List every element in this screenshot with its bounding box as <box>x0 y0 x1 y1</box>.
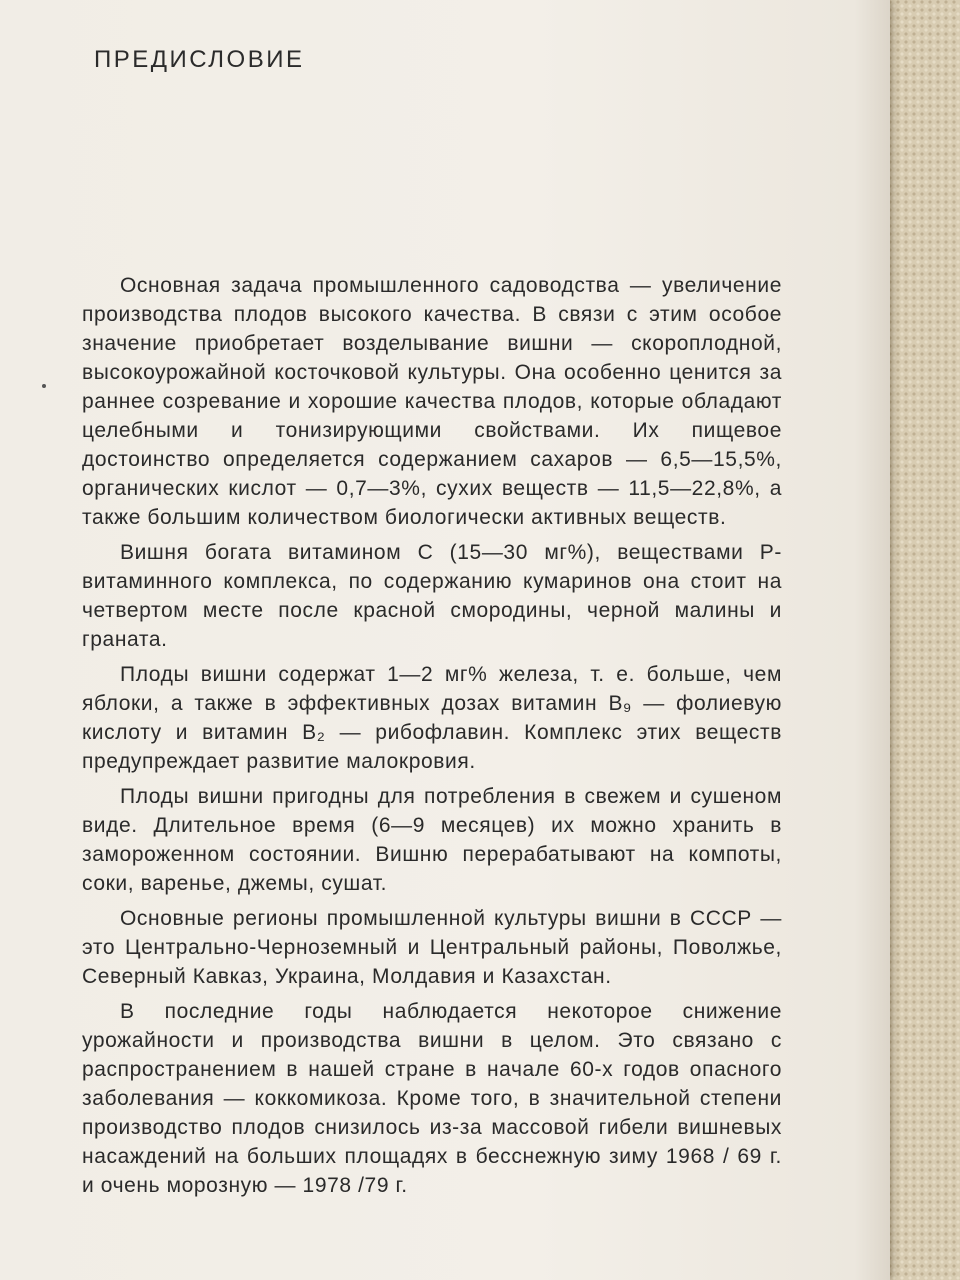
paragraph: Основная задача промышленного садоводства — увеличение производства плодов высокого качества. В связи с этим особое значение приобретает возделывание вишни — скороплодной, высокоурожайной косточковой культуры. Она особенно ценится за раннее созревание и хорошие качества плодов, которые обладают целебными и тонизирующими свойствами. Их пищевое достоинство определяется содержанием сахаров — 6,5—15,5%, органических кислот — 0,7—3%, сухих веществ — 11,5—22,8%, а также большим количеством биологически активных веществ. <box>82 274 782 529</box>
body-text <box>82 271 782 1200</box>
fabric-background <box>880 0 960 1280</box>
page-heading: ПРЕДИСЛОВИЕ <box>94 46 305 73</box>
paragraph: Плоды вишни содержат 1—2 мг% железа, т. е. больше, чем яблоки, а также в эффективных дозах витамин В₉ — фолиевую кислоту и витамин В₂ — рибофлавин. Комплекс этих веществ предупреждает развитие малокровия. <box>82 663 782 773</box>
margin-mark <box>42 384 46 388</box>
paragraph: В последние годы наблюдается некоторое снижение урожайности и производства вишни в целом. Это связано с распространением в нашей стране в начале 60-х годов опасного заболевания — коккомикоза. Кроме того, в значительной степени производство плодов снизилось из-за массовой гибели вишневых насаждений на больших площадях в бесснежную зиму 1968 / 69 г. и очень морозную — 1978 /79 г. <box>82 1000 782 1197</box>
paragraph: Основные регионы промышленной культуры вишни в СССР — это Центрально-Черноземный и Центральный районы, Поволжье, Северный Кавказ, Украина, Молдавия и Казахстан. <box>82 907 782 988</box>
paragraph: Вишня богата витамином С (15—30 мг%), веществами Р-витаминного комплекса, по содержанию кумаринов она стоит на четвертом месте после красной смородины, черной малины и граната. <box>82 541 782 651</box>
paragraph: Плоды вишни пригодны для потребления в свежем и сушеном виде. Длительное время (6—9 месяцев) их можно хранить в замороженном состоянии. Вишню перерабатывают на компоты, соки, варенье, джемы, сушат. <box>82 785 782 895</box>
